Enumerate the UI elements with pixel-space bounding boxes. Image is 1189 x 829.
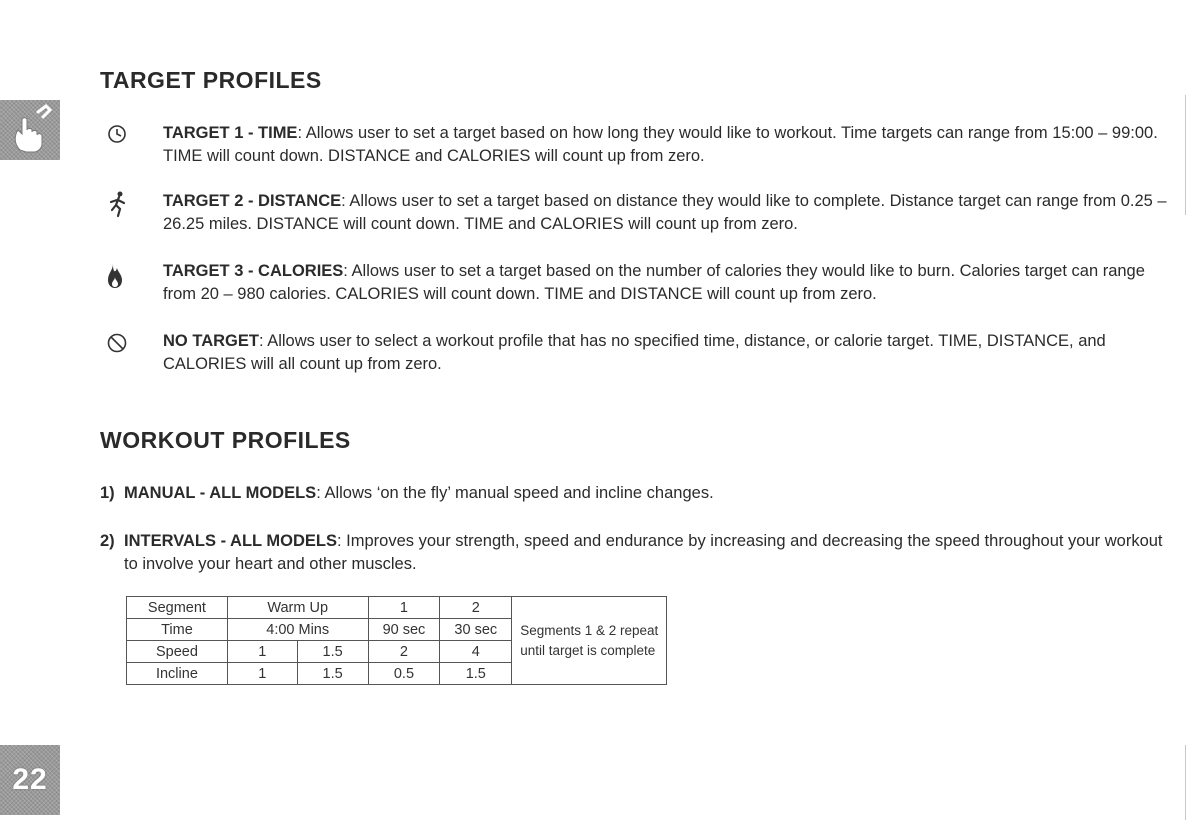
table-row <box>127 597 667 619</box>
edge-divider <box>1185 745 1186 820</box>
table-note: Segments 1 & 2 repeat until target is complete <box>512 597 667 685</box>
table-cell: 2 <box>368 641 440 663</box>
target-item-text <box>163 330 1173 376</box>
target-item-text <box>163 260 1173 306</box>
target-item-text <box>163 122 1173 168</box>
target-item-label: TARGET 1 - TIME <box>163 124 298 142</box>
table-cell: 1 <box>227 663 297 685</box>
page-number-tab <box>0 745 60 815</box>
target-item-desc: : Allows user to select a workout profile that has no specified time, distance, or calorie target. TIME, DISTANCE, and CALORIES will all count up from zero. <box>163 332 1106 373</box>
table-header-cell: Warm Up <box>227 597 368 619</box>
hand-pointer-icon <box>0 100 60 160</box>
table-cell: 30 sec <box>440 619 512 641</box>
flame-icon <box>100 260 136 290</box>
table-cell: 1.5 <box>440 663 512 685</box>
table-cell: Time <box>127 619 228 641</box>
workout-item-desc: : Improves your strength, speed and endurance by increasing and decreasing the speed throughout your workout to involve your heart and other muscles. <box>124 532 1163 573</box>
target-item-text <box>163 190 1173 236</box>
table-cell: 90 sec <box>368 619 440 641</box>
workout-profiles-title: WORKOUT PROFILES <box>100 427 351 453</box>
table-cell: 1.5 <box>297 641 368 663</box>
workout-item-label: MANUAL - ALL MODELS <box>124 484 317 502</box>
target-item-label: NO TARGET <box>163 332 259 350</box>
workout-item-label: INTERVALS - ALL MODELS <box>124 532 337 550</box>
table-cell: 1.5 <box>297 663 368 685</box>
table-header-cell: 1 <box>368 597 440 619</box>
table-cell: Incline <box>127 663 228 685</box>
interval-profile-table <box>126 596 667 685</box>
target-item-desc: : Allows user to set a target based on distance they would like to complete. Distance target can range from 0.25 – 26.25 miles. DISTANCE will count down. TIME and CALORIES will count up from zero. <box>163 192 1167 233</box>
workout-item-number: 2) <box>100 532 115 550</box>
page-number: 22 <box>12 763 48 796</box>
table-cell: 4 <box>440 641 512 663</box>
table-header-cell: 2 <box>440 597 512 619</box>
section-tab-icon <box>0 100 60 160</box>
clock-icon <box>100 122 136 152</box>
workout-item-number: 1) <box>100 484 115 502</box>
target-item-desc: : Allows user to set a target based on how long they would like to workout. Time targets can range from 15:00 – 99:00. TIME will count down. DISTANCE and CALORIES will count up from zero. <box>163 124 1158 165</box>
table-header-cell: Segment <box>127 597 228 619</box>
target-profiles-title: TARGET PROFILES <box>100 67 322 93</box>
table-cell: 4:00 Mins <box>227 619 368 641</box>
target-item-label: TARGET 2 - DISTANCE <box>163 192 342 210</box>
workout-item-text <box>124 482 1164 505</box>
target-item-label: TARGET 3 - CALORIES <box>163 262 344 280</box>
workout-item-text <box>124 530 1164 576</box>
no-target-icon <box>100 330 136 360</box>
table-cell: Speed <box>127 641 228 663</box>
workout-item-desc: : Allows ‘on the fly’ manual speed and incline changes. <box>316 484 714 502</box>
table-cell: 0.5 <box>368 663 440 685</box>
table-cell: 1 <box>227 641 297 663</box>
runner-icon <box>100 190 136 220</box>
target-item-desc: : Allows user to set a target based on the number of calories they would like to burn. Calories target can range from 20 – 980 calories. CALORIES will count down. TIME and DISTANCE will count up from zero. <box>163 262 1145 303</box>
edge-divider <box>1185 95 1186 215</box>
